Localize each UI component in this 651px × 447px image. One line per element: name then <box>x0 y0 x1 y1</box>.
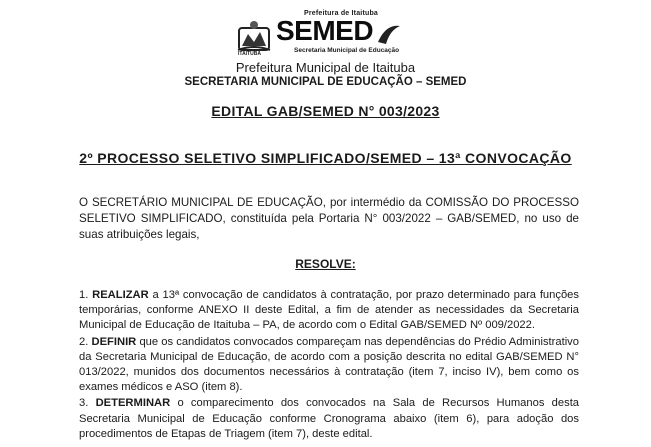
resolution-item <box>79 396 579 442</box>
edital-title: EDITAL GAB/SEMED N° 003/2023 <box>211 103 440 119</box>
convocacao-title: 2º PROCESSO SELETIVO SIMPLIFICADO/SEMED – 13ª CONVOCAÇÃO <box>79 150 572 166</box>
logo-city-text: ITAITUBA <box>238 51 261 57</box>
semed-logo <box>236 10 406 58</box>
item-number: 3. <box>79 397 89 410</box>
secretaria-heading: SECRETARIA MUNICIPAL DE EDUCAÇÃO – SEMED <box>184 76 467 88</box>
swoosh-icon <box>376 22 402 48</box>
item-verb: DETERMINAR <box>95 397 171 410</box>
item-text: que os candidatos convocados compareçam nas dependências do Prédio Administrativo da Secretaria Municipal de Educação, de acordo com a posição descrita no edital GAB/SEMED N° 013/2022, munidos dos documentos necessários à contratação (item 7, inciso IV), bem como os exames médicos e ASO (item 8). <box>79 335 580 394</box>
item-text: a 13ª convocação de candidatos à contratação, por prazo determinado para funções temporárias, conforme ANEXO II deste Edital, a fim de atender as necessidades da Secretaria Municipal de Educação de Itaituba – PA, de acordo com o Edital GAB/SEMED Nº 009/2022. <box>79 289 579 332</box>
item-verb: DEFINIR <box>91 335 137 348</box>
resolution-item <box>79 288 579 334</box>
resolution-items <box>79 288 579 443</box>
resolution-item <box>79 335 579 396</box>
logo-brand-sub: Secretaria Municipal de Educação <box>294 47 400 54</box>
logo-top-text: Prefeitura de Itaituba <box>304 10 379 17</box>
prefeitura-heading: Prefeitura Municipal de Itaituba <box>235 60 416 75</box>
logo-brand: SEMED <box>276 15 374 46</box>
city-emblem-icon <box>236 18 272 54</box>
resolve-heading: RESOLVE: <box>295 257 356 271</box>
item-text: o comparecimento dos convocados na Sala de Recursos Humanos desta Secretaria Municipal de Educação conforme Cronograma abaixo (item 6), para adoção dos procedimentos de Etapas de Triagem (item 7), deste edital. <box>79 397 580 440</box>
item-number: 2. <box>79 335 89 348</box>
intro-paragraph: O SECRETÁRIO MUNICIPAL DE EDUCAÇÃO, por intermédio da COMISSÃO DO PROCESSO SELETIVO SIMPLIFICADO, constituída pela Portaria N° 003/2022 – GAB/SEMED, no uso de suas atribuições legais, <box>79 196 579 241</box>
item-number: 1. <box>79 289 89 301</box>
item-verb: REALIZAR <box>92 289 149 301</box>
